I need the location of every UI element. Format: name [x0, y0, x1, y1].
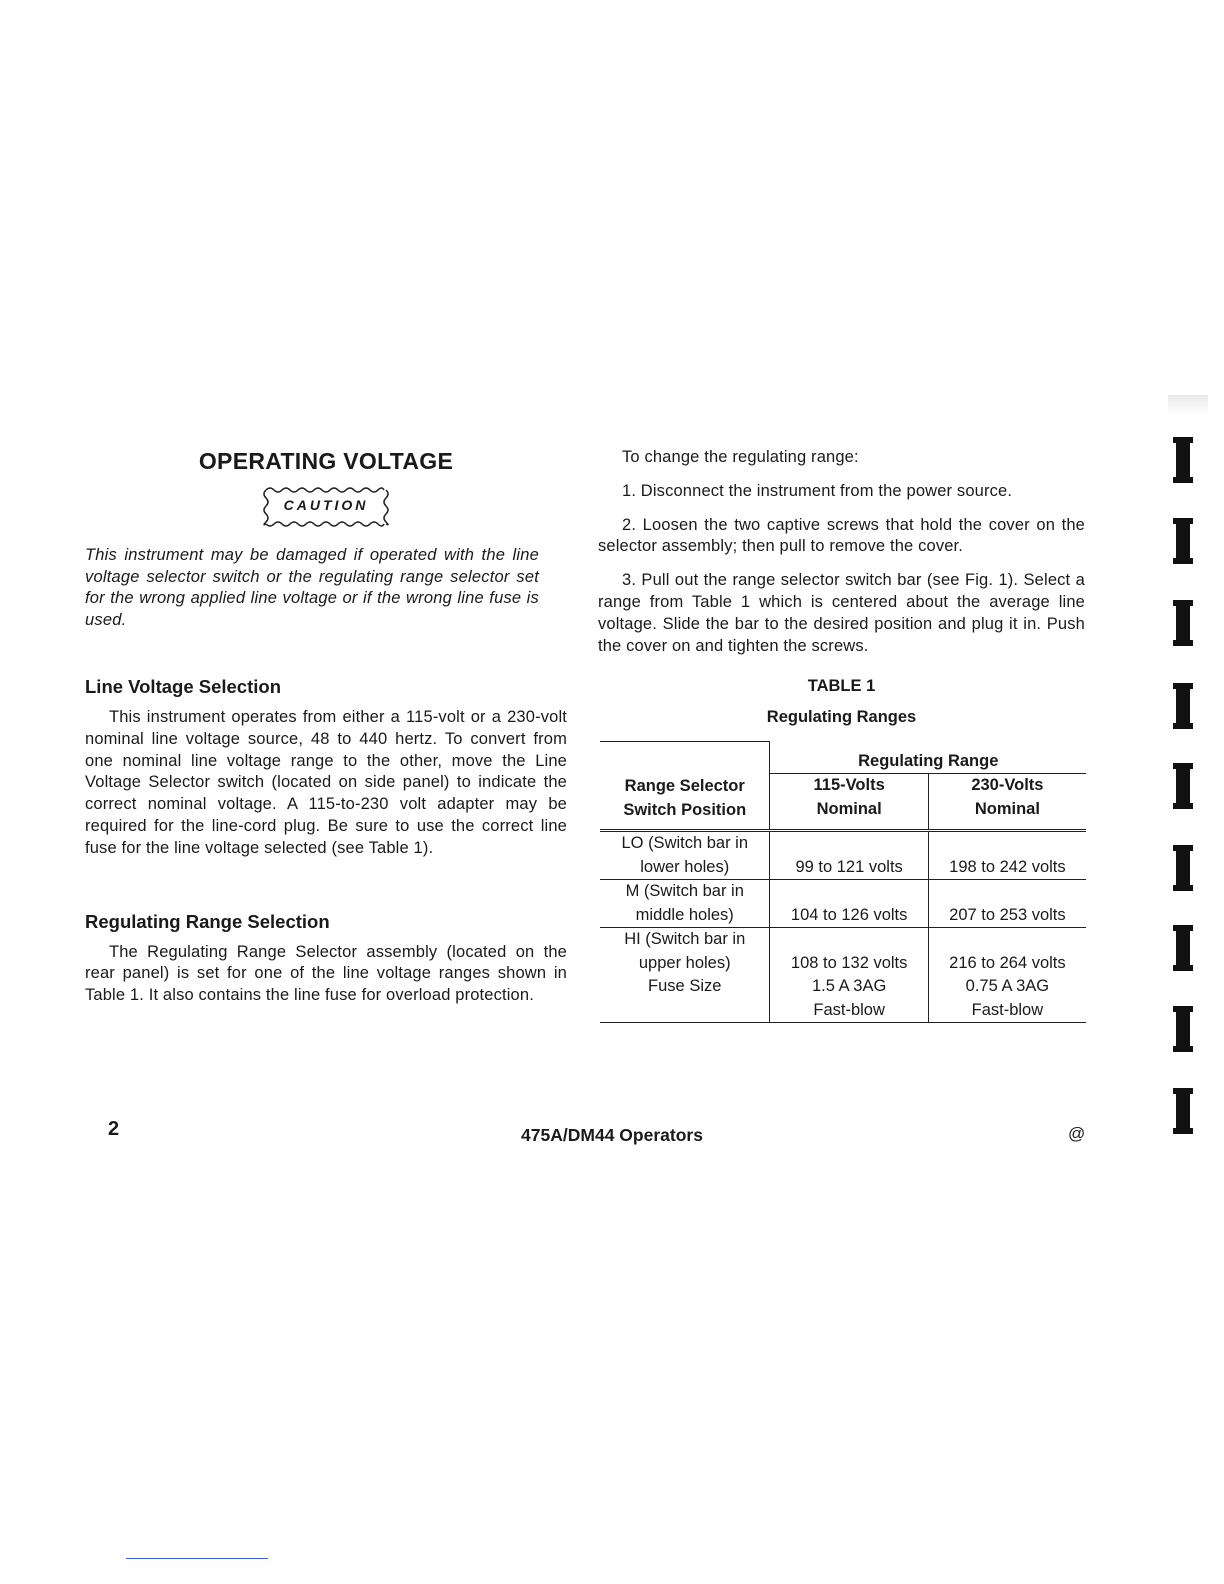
right-column	[598, 446, 1085, 1023]
binding-mark	[1176, 925, 1190, 971]
col-115-header-line-1: 115-Volts	[770, 774, 928, 798]
line-voltage-heading: Line Voltage Selection	[85, 676, 282, 697]
table-label: TABLE 1	[807, 677, 876, 696]
regulating-range-group-header: Regulating Range	[770, 742, 1086, 774]
caution-label: CAUTION	[283, 497, 369, 513]
table-row-lo	[600, 831, 1086, 880]
caution-box	[260, 484, 392, 530]
fuse-230-rating: 0.75 A 3AG	[965, 977, 1050, 996]
lo-position-line-1: LO (Switch bar in	[621, 834, 749, 853]
page-number: 2	[108, 1118, 120, 1140]
lo-115-range: 99 to 121 volts	[770, 831, 928, 880]
hi-position	[600, 928, 770, 1023]
caution-block	[85, 484, 567, 535]
m-position-line-2: middle holes)	[635, 905, 734, 924]
table-title: Regulating Ranges	[766, 708, 917, 727]
lo-230-range: 198 to 242 volts	[928, 831, 1086, 880]
footer-mark: @	[1068, 1124, 1086, 1143]
scan-shadow	[1168, 395, 1208, 415]
m-230-range: 207 to 253 volts	[928, 880, 1086, 928]
hi-115-cell	[770, 928, 928, 1023]
binding-mark	[1176, 600, 1190, 646]
table-row-m	[600, 880, 1086, 928]
section-title: OPERATING VOLTAGE	[198, 448, 454, 474]
procedure-step-2: 2. Loosen the two captive screws that hold the cover on the selector assembly; then pull to remove the cover.	[598, 515, 1085, 556]
left-column	[85, 446, 567, 1007]
fuse-115-rating: 1.5 A 3AG	[811, 977, 887, 996]
lo-position	[600, 831, 770, 880]
m-115-range: 104 to 126 volts	[770, 880, 928, 928]
procedure-step-1: 1. Disconnect the instrument from the power source.	[622, 481, 1013, 500]
hi-230-cell	[928, 928, 1086, 1023]
position-header	[600, 742, 770, 831]
caution-text: This instrument may be damaged if operated with the line voltage selector switch or the regulating range selector set for the wrong applied line voltage or if the wrong line fuse is used.	[85, 546, 539, 629]
fuse-115-type: Fast-blow	[813, 1000, 885, 1019]
m-position	[600, 880, 770, 928]
line-voltage-paragraph: This instrument operates from either a 115-volt or a 230-volt nominal line voltage source, 48 to 440 hertz. To convert from one nominal line voltage range to the other, move the Line Voltage Selector switch (located on side panel) to indicate the correct nominal voltage. A 115-to-230 volt adapter may be required for the line-cord plug. Be sure to use the correct line fuse for the line voltage selected (see Table 1).	[85, 708, 567, 857]
position-header-line-2: Switch Position	[623, 800, 747, 819]
regulating-ranges-table	[600, 741, 1086, 1023]
procedure-intro: To change the regulating range:	[622, 448, 859, 466]
fuse-size-label: Fuse Size	[648, 977, 722, 996]
col-115-header-line-2: Nominal	[770, 798, 928, 831]
hi-115-range: 108 to 132 volts	[790, 953, 908, 972]
binding-mark	[1176, 845, 1190, 891]
bottom-rule	[126, 1558, 268, 1559]
fuse-230-type: Fast-blow	[971, 1000, 1044, 1019]
col-230-header-line-1: 230-Volts	[928, 774, 1086, 798]
manual-title: 475A/DM44 Operators	[521, 1125, 703, 1145]
hi-position-line-2: upper holes)	[638, 953, 731, 972]
table-group-header-row	[600, 742, 1086, 774]
regulating-range-paragraph: The Regulating Range Selector assembly (located on the rear panel) is set for one of the line voltage ranges shown in Table 1. It also contains the line fuse for overload protection.	[85, 942, 567, 1005]
col-230-header-line-2: Nominal	[928, 798, 1086, 831]
procedure-step-3: 3. Pull out the range selector switch bar (see Fig. 1). Select a range from Table 1 which is centered about the average line voltage. Slide the bar to the desired position and plug it in. Push the cover on and tighten the screws.	[598, 571, 1085, 655]
lo-position-line-2: lower holes)	[640, 857, 730, 876]
binding-mark	[1176, 683, 1190, 729]
binding-mark	[1176, 763, 1190, 809]
table-row-hi	[600, 928, 1086, 1023]
binding-mark	[1176, 1088, 1190, 1134]
m-position-line-1: M (Switch bar in	[625, 882, 744, 901]
hi-230-range: 216 to 264 volts	[949, 953, 1066, 972]
regulating-range-heading: Regulating Range Selection	[85, 910, 330, 932]
position-header-line-1: Range Selector	[624, 777, 745, 796]
binding-mark	[1176, 1006, 1190, 1052]
binding-mark	[1176, 518, 1190, 564]
binding-mark	[1176, 437, 1190, 483]
hi-position-line-1: HI (Switch bar in	[624, 930, 746, 949]
